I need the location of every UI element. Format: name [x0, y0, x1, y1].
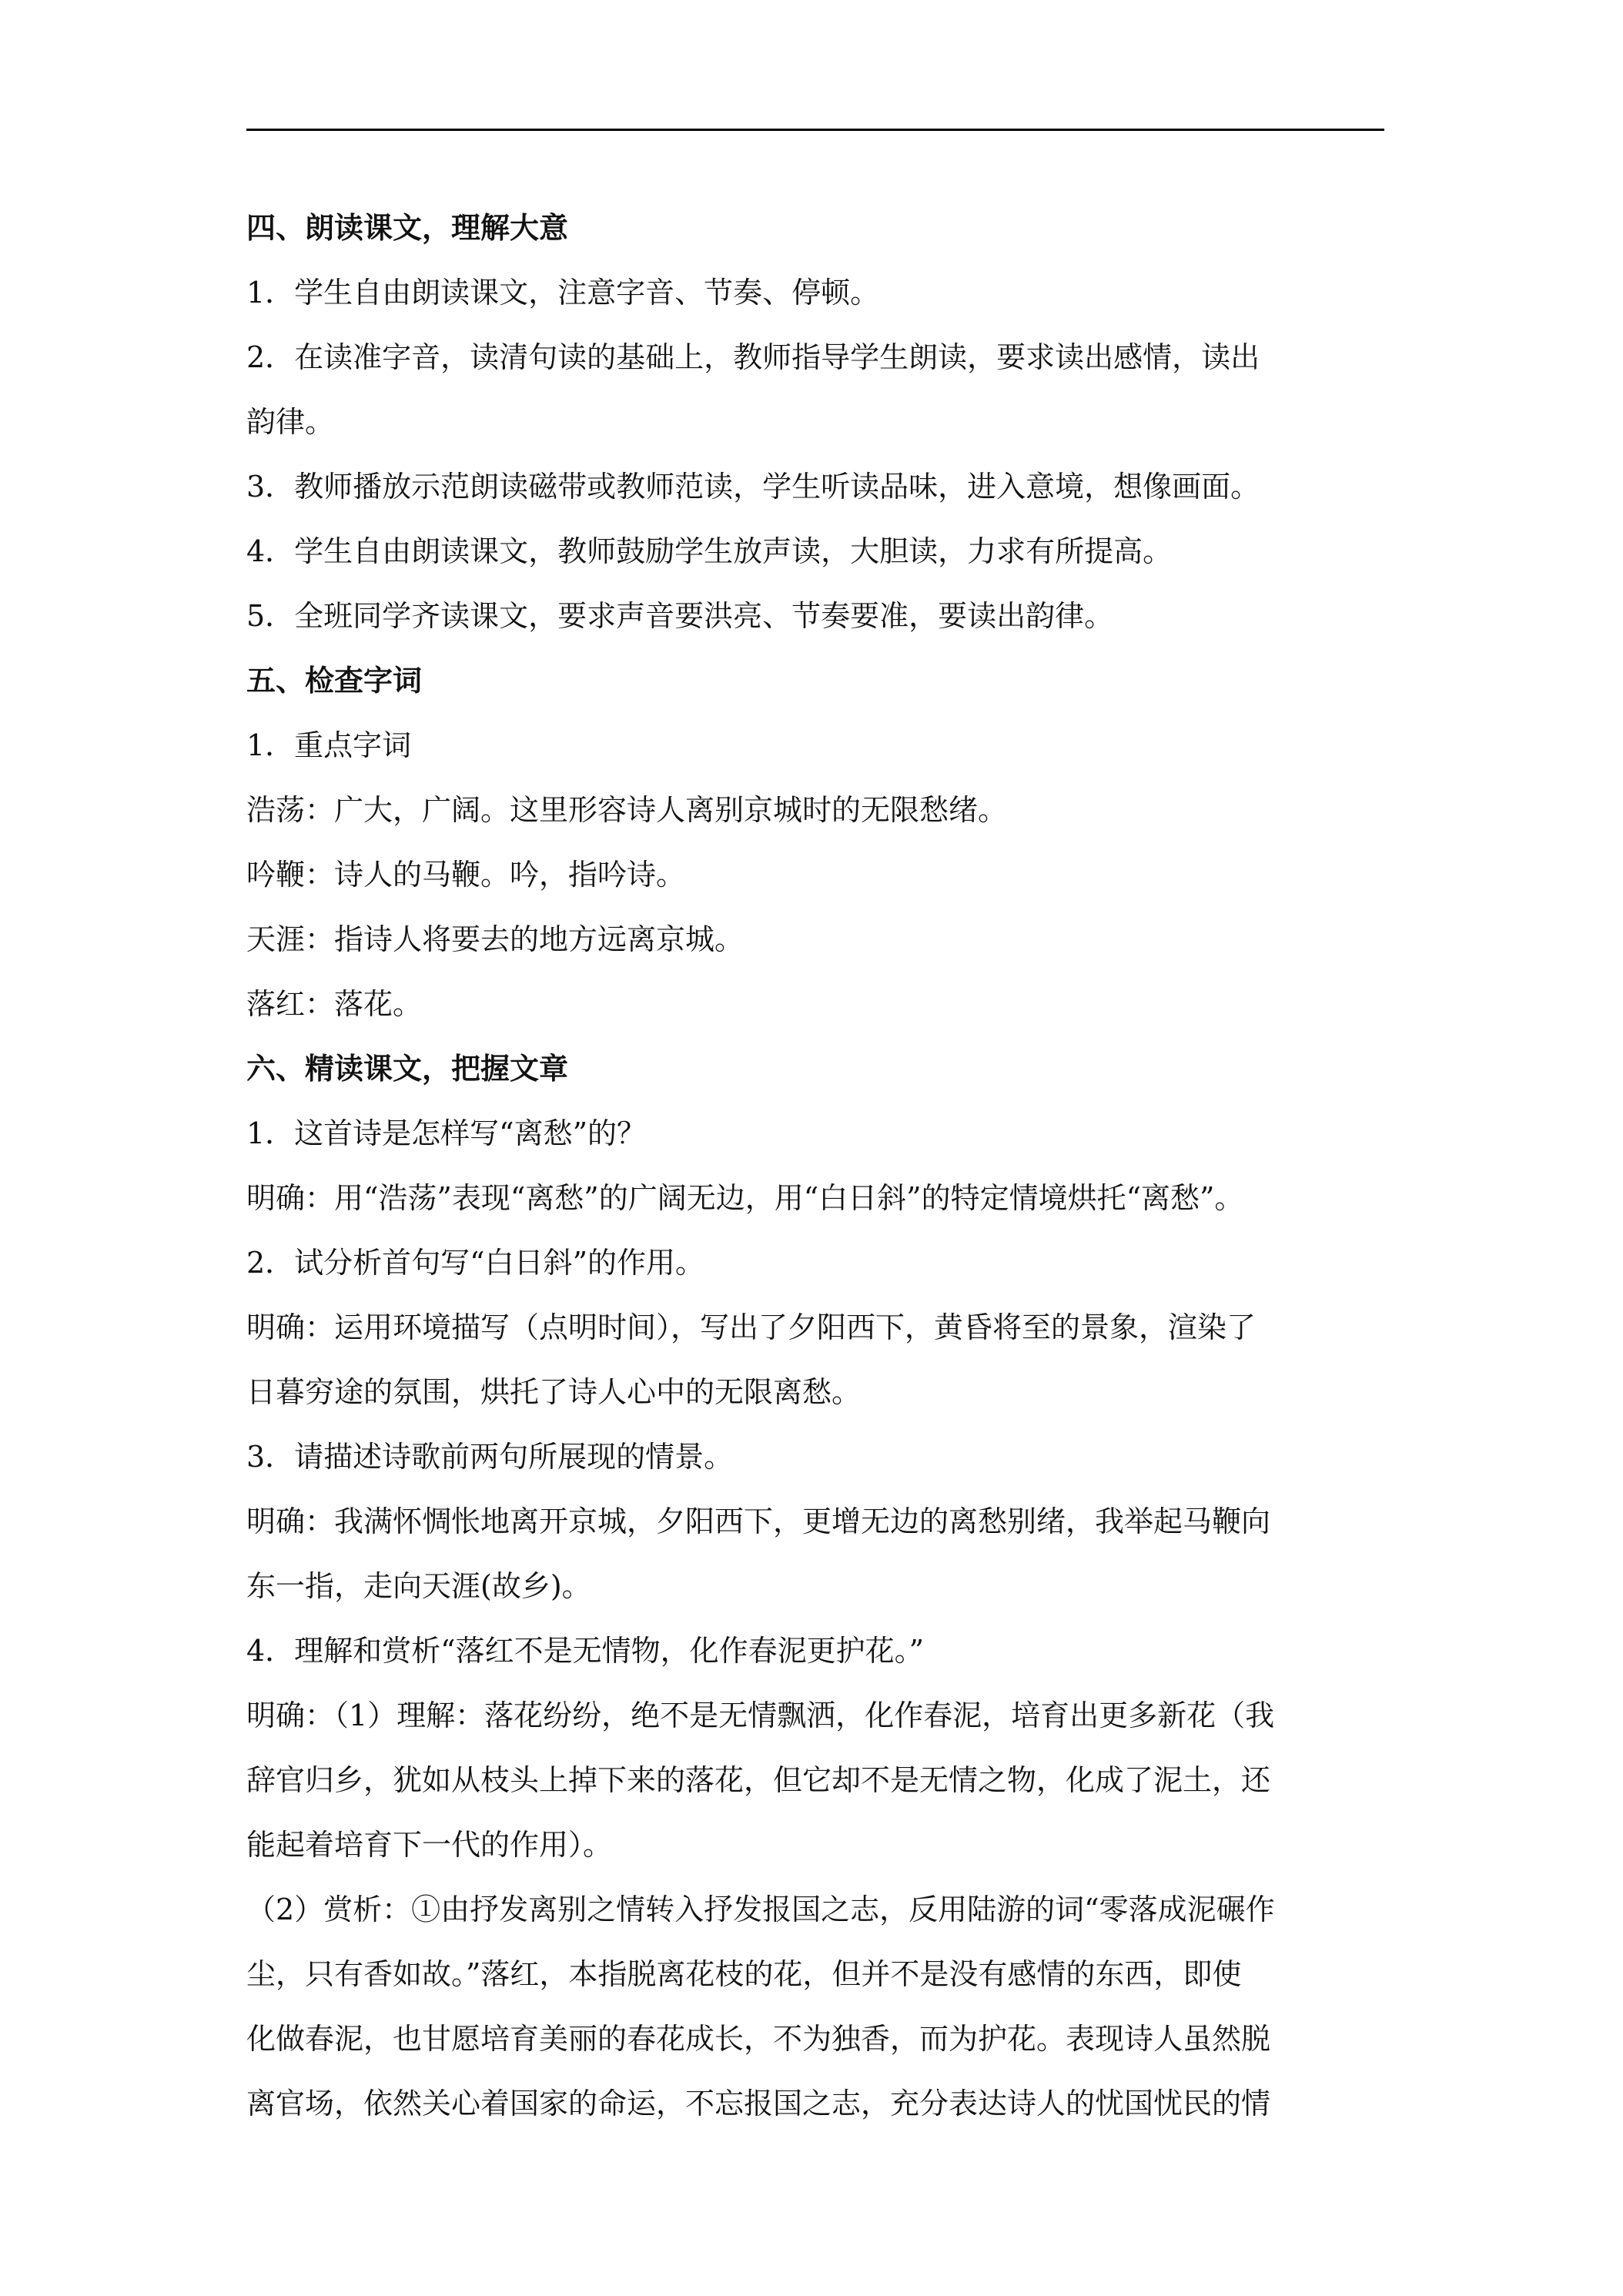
paragraph-line: 1．重点字词: [246, 728, 412, 762]
section-heading: 六、精读课文，把握文章: [246, 1051, 569, 1086]
paragraph-line: 天涯：指诗人将要去的地方远离京城。: [246, 922, 745, 956]
paragraph-line: 3．教师播放示范朗读磁带或教师范读，学生听读品味，进入意境，想像画面。: [246, 470, 1260, 504]
paragraph-line: 明确：我满怀惆怅地离开京城，夕阳西下，更增无边的离愁别绪，我举起马鞭向: [246, 1504, 1271, 1538]
paragraph-line: 2．在读准字音，读清句读的基础上，教师指导学生朗读，要求读出感情，读出: [246, 340, 1260, 374]
paragraph-line: 明确：（1）理解：落花纷纷，绝不是无情飘洒，化作春泥，培育出更多新花（我: [246, 1699, 1275, 1732]
paragraph-line: 辞官归乡，犹如从枝头上掉下来的落花，但它却不是无情之物，化成了泥土，还: [246, 1763, 1271, 1797]
document-body: [246, 196, 1384, 2136]
paragraph-line: 浩荡：广大，广阔。这里形容诗人离别京城时的无限愁绪。: [246, 793, 1008, 827]
paragraph-line: 吟鞭：诗人的马鞭。吟，指吟诗。: [246, 858, 686, 892]
paragraph-line: 离官场，依然关心着国家的命运，不忘报国之志，充分表达诗人的忧国忧民的情: [246, 2087, 1271, 2120]
paragraph-line: 东一指，走向天涯(故乡)。: [246, 1569, 591, 1603]
paragraph-line: 能起着培育下一代的作用）。: [246, 1828, 613, 1862]
paragraph-line: 4．学生自由朗读课文，教师鼓励学生放声读，大胆读，力求有所提高。: [246, 534, 1173, 568]
paragraph-line: 日暮穷途的氛围，烘托了诗人心中的无限离愁。: [246, 1375, 862, 1409]
paragraph-line: 化做春泥，也甘愿培育美丽的春花成长，不为独香，而为护花。表现诗人虽然脱: [246, 2022, 1271, 2056]
paragraph-line: 韵律。: [246, 405, 335, 439]
paragraph-line: 明确：用“浩荡”表现“离愁”的广阔无边，用“白日斜”的特定情境烘托“离愁”。: [246, 1181, 1244, 1215]
paragraph-line: 1．学生自由朗读课文，注意字音、节奏、停顿。: [246, 276, 880, 310]
paragraph-line: 尘，只有香如故。”落红，本指脱离花枝的花，但并不是没有感情的东西，即使: [246, 1957, 1242, 1991]
paragraph-line: 明确：运用环境描写（点明时间），写出了夕阳西下，黄昏将至的景象，渲染了: [246, 1310, 1257, 1344]
paragraph-line: 落红：落花。: [246, 987, 423, 1021]
paragraph-line: 4．理解和赏析“落红不是无情物，化作春泥更护花。”: [246, 1634, 925, 1668]
paragraph-line: 5．全班同学齐读课文，要求声音要洪亮、节奏要准，要读出韵律。: [246, 599, 1114, 633]
section-heading: 五、检查字词: [246, 663, 423, 698]
paragraph-line: 3．请描述诗歌前两句所展现的情景。: [246, 1440, 734, 1474]
paragraph-line: （2）赏析：①由抒发离别之情转入抒发报国之志，反用陆游的词“零落成泥碾作: [246, 1893, 1275, 1926]
header-rule: [246, 129, 1384, 131]
section-heading: 四、朗读课文，理解大意: [246, 210, 569, 245]
paragraph-line: 1．这首诗是怎样写“离愁”的？: [246, 1116, 647, 1150]
paragraph-line: 2．试分析首句写“白日斜”的作用。: [246, 1246, 705, 1280]
